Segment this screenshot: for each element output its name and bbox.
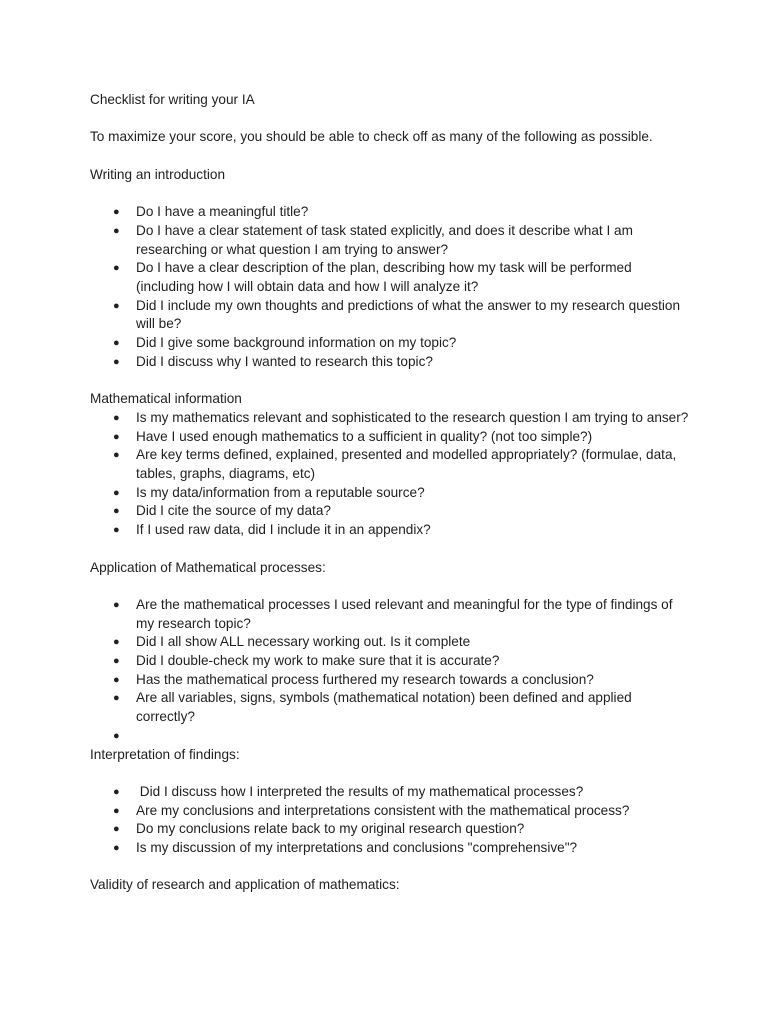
bullet-icon: ● [113, 673, 120, 686]
checklist-item [90, 633, 690, 652]
checklist-item-text: Do I have a clear description of the plan, describing how my task will be performed (including how I will obtain data and how I will analyze it? [136, 260, 632, 294]
checklist-item [90, 689, 690, 726]
checklist-item-empty [90, 727, 690, 746]
checklist-item-text: Did I double-check my work to make sure that it is accurate? [136, 653, 500, 668]
checklist-item-text: Did I include my own thoughts and predictions of what the answer to my research question will be? [136, 297, 681, 332]
checklist-item-text: Did I all show ALL necessary working out. Is it complete [136, 634, 471, 650]
checklist-item-text: Do my conclusions relate back to my original research question? [136, 821, 525, 837]
checklist-item [90, 502, 690, 521]
checklist-item-text: Do I have a clear statement of task stated explicitly, and does it describe what I am researching or what question I am trying to answer? [136, 222, 633, 257]
bullet-icon: ● [113, 355, 120, 368]
bullet-icon: ● [113, 262, 120, 275]
checklist-item-text: If I used raw data, did I include it in an appendix? [136, 522, 431, 538]
spacer [90, 110, 690, 129]
checklist-item-text: Did I give some background information on my topic? [136, 335, 457, 351]
checklist-item [90, 802, 690, 821]
checklist-item [90, 521, 690, 540]
checklist-introduction [90, 203, 690, 371]
checklist-item [90, 820, 690, 839]
checklist-item-text: Is my discussion of my interpretations and conclusions "comprehensive"? [136, 840, 578, 856]
checklist-item-text: Are the mathematical processes I used relevant and meaningful for the type of findings of my research topic? [136, 596, 673, 631]
checklist-item-text: Did I discuss why I wanted to research this topic? [136, 353, 433, 369]
checklist-interpretation [90, 783, 690, 858]
section-heading-introduction: Writing an introduction [90, 166, 226, 182]
checklist-item [90, 203, 690, 222]
spacer [90, 577, 690, 596]
spacer [90, 858, 690, 877]
checklist-item-text: Do I have a meaningful title? [136, 204, 309, 220]
bullet-icon: ● [113, 430, 120, 443]
section-heading-application-of-processes: Application of Mathematical processes: [90, 559, 326, 575]
checklist-item-text: Did I discuss how I interpreted the results of my mathematical processes? [136, 783, 584, 799]
bullet-icon: ● [113, 729, 120, 742]
checklist-item-text: Has the mathematical process furthered my research towards a conclusion? [136, 671, 594, 687]
bullet-icon: ● [113, 486, 120, 499]
document-page [90, 91, 690, 895]
bullet-icon: ● [113, 206, 120, 219]
spacer [90, 184, 690, 203]
checklist-item [90, 783, 690, 802]
checklist-item [90, 446, 690, 483]
spacer [90, 764, 690, 783]
checklist-item-text: Are my conclusions and interpretations consistent with the mathematical process? [136, 802, 630, 818]
checklist-item-text: Is my mathematics relevant and sophisticated to the research question I am trying to anser? [136, 409, 689, 425]
intro-paragraph: To maximize your score, you should be able to check off as many of the following as possible. [90, 129, 653, 145]
checklist-item-text: Are all variables, signs, symbols (mathematical notation) been defined and applied correctly? [136, 690, 632, 725]
checklist-item [90, 652, 690, 671]
spacer [90, 372, 690, 391]
bullet-icon: ● [113, 449, 120, 462]
bullet-icon: ● [113, 636, 120, 649]
checklist-item [90, 484, 690, 503]
spacer [90, 540, 690, 559]
bullet-icon: ● [113, 411, 120, 424]
bullet-icon: ● [113, 224, 120, 237]
checklist-item [90, 222, 690, 259]
bullet-icon: ● [113, 299, 120, 312]
bullet-icon: ● [113, 524, 120, 537]
bullet-icon: ● [113, 655, 120, 667]
checklist-mathematical-information [90, 409, 690, 540]
checklist-item-text: Have I used enough mathematics to a sufficient in quality? (not too simple?) [136, 428, 593, 444]
document-title: Checklist for writing your IA [90, 92, 255, 107]
bullet-icon: ● [113, 823, 120, 836]
checklist-item-text: Is my data/information from a reputable source? [136, 484, 425, 500]
bullet-icon: ● [113, 785, 120, 798]
checklist-item [90, 596, 690, 633]
checklist-item [90, 839, 690, 858]
bullet-icon: ● [113, 842, 120, 855]
bullet-icon: ● [113, 337, 120, 350]
checklist-application-of-processes [90, 596, 690, 746]
bullet-icon: ● [113, 505, 120, 518]
checklist-item [90, 409, 690, 428]
checklist-item-text: Are key terms defined, explained, presented and modelled appropriately? (formulae, data, tables, graphs, diagrams, etc) [136, 447, 677, 481]
checklist-item-text: Did I cite the source of my data? [136, 503, 331, 519]
section-heading-interpretation: Interpretation of findings: [90, 746, 240, 762]
checklist-item [90, 671, 690, 690]
checklist-item [90, 297, 690, 334]
checklist-item [90, 334, 690, 353]
section-heading-mathematical-information: Mathematical information [90, 391, 242, 407]
spacer [90, 147, 690, 166]
checklist-item [90, 259, 690, 296]
bullet-icon: ● [113, 598, 120, 611]
bullet-icon: ● [113, 804, 120, 817]
checklist-item [90, 353, 690, 372]
section-heading-validity: Validity of research and application of mathematics: [90, 877, 400, 893]
checklist-item [90, 428, 690, 447]
bullet-icon: ● [113, 692, 120, 705]
